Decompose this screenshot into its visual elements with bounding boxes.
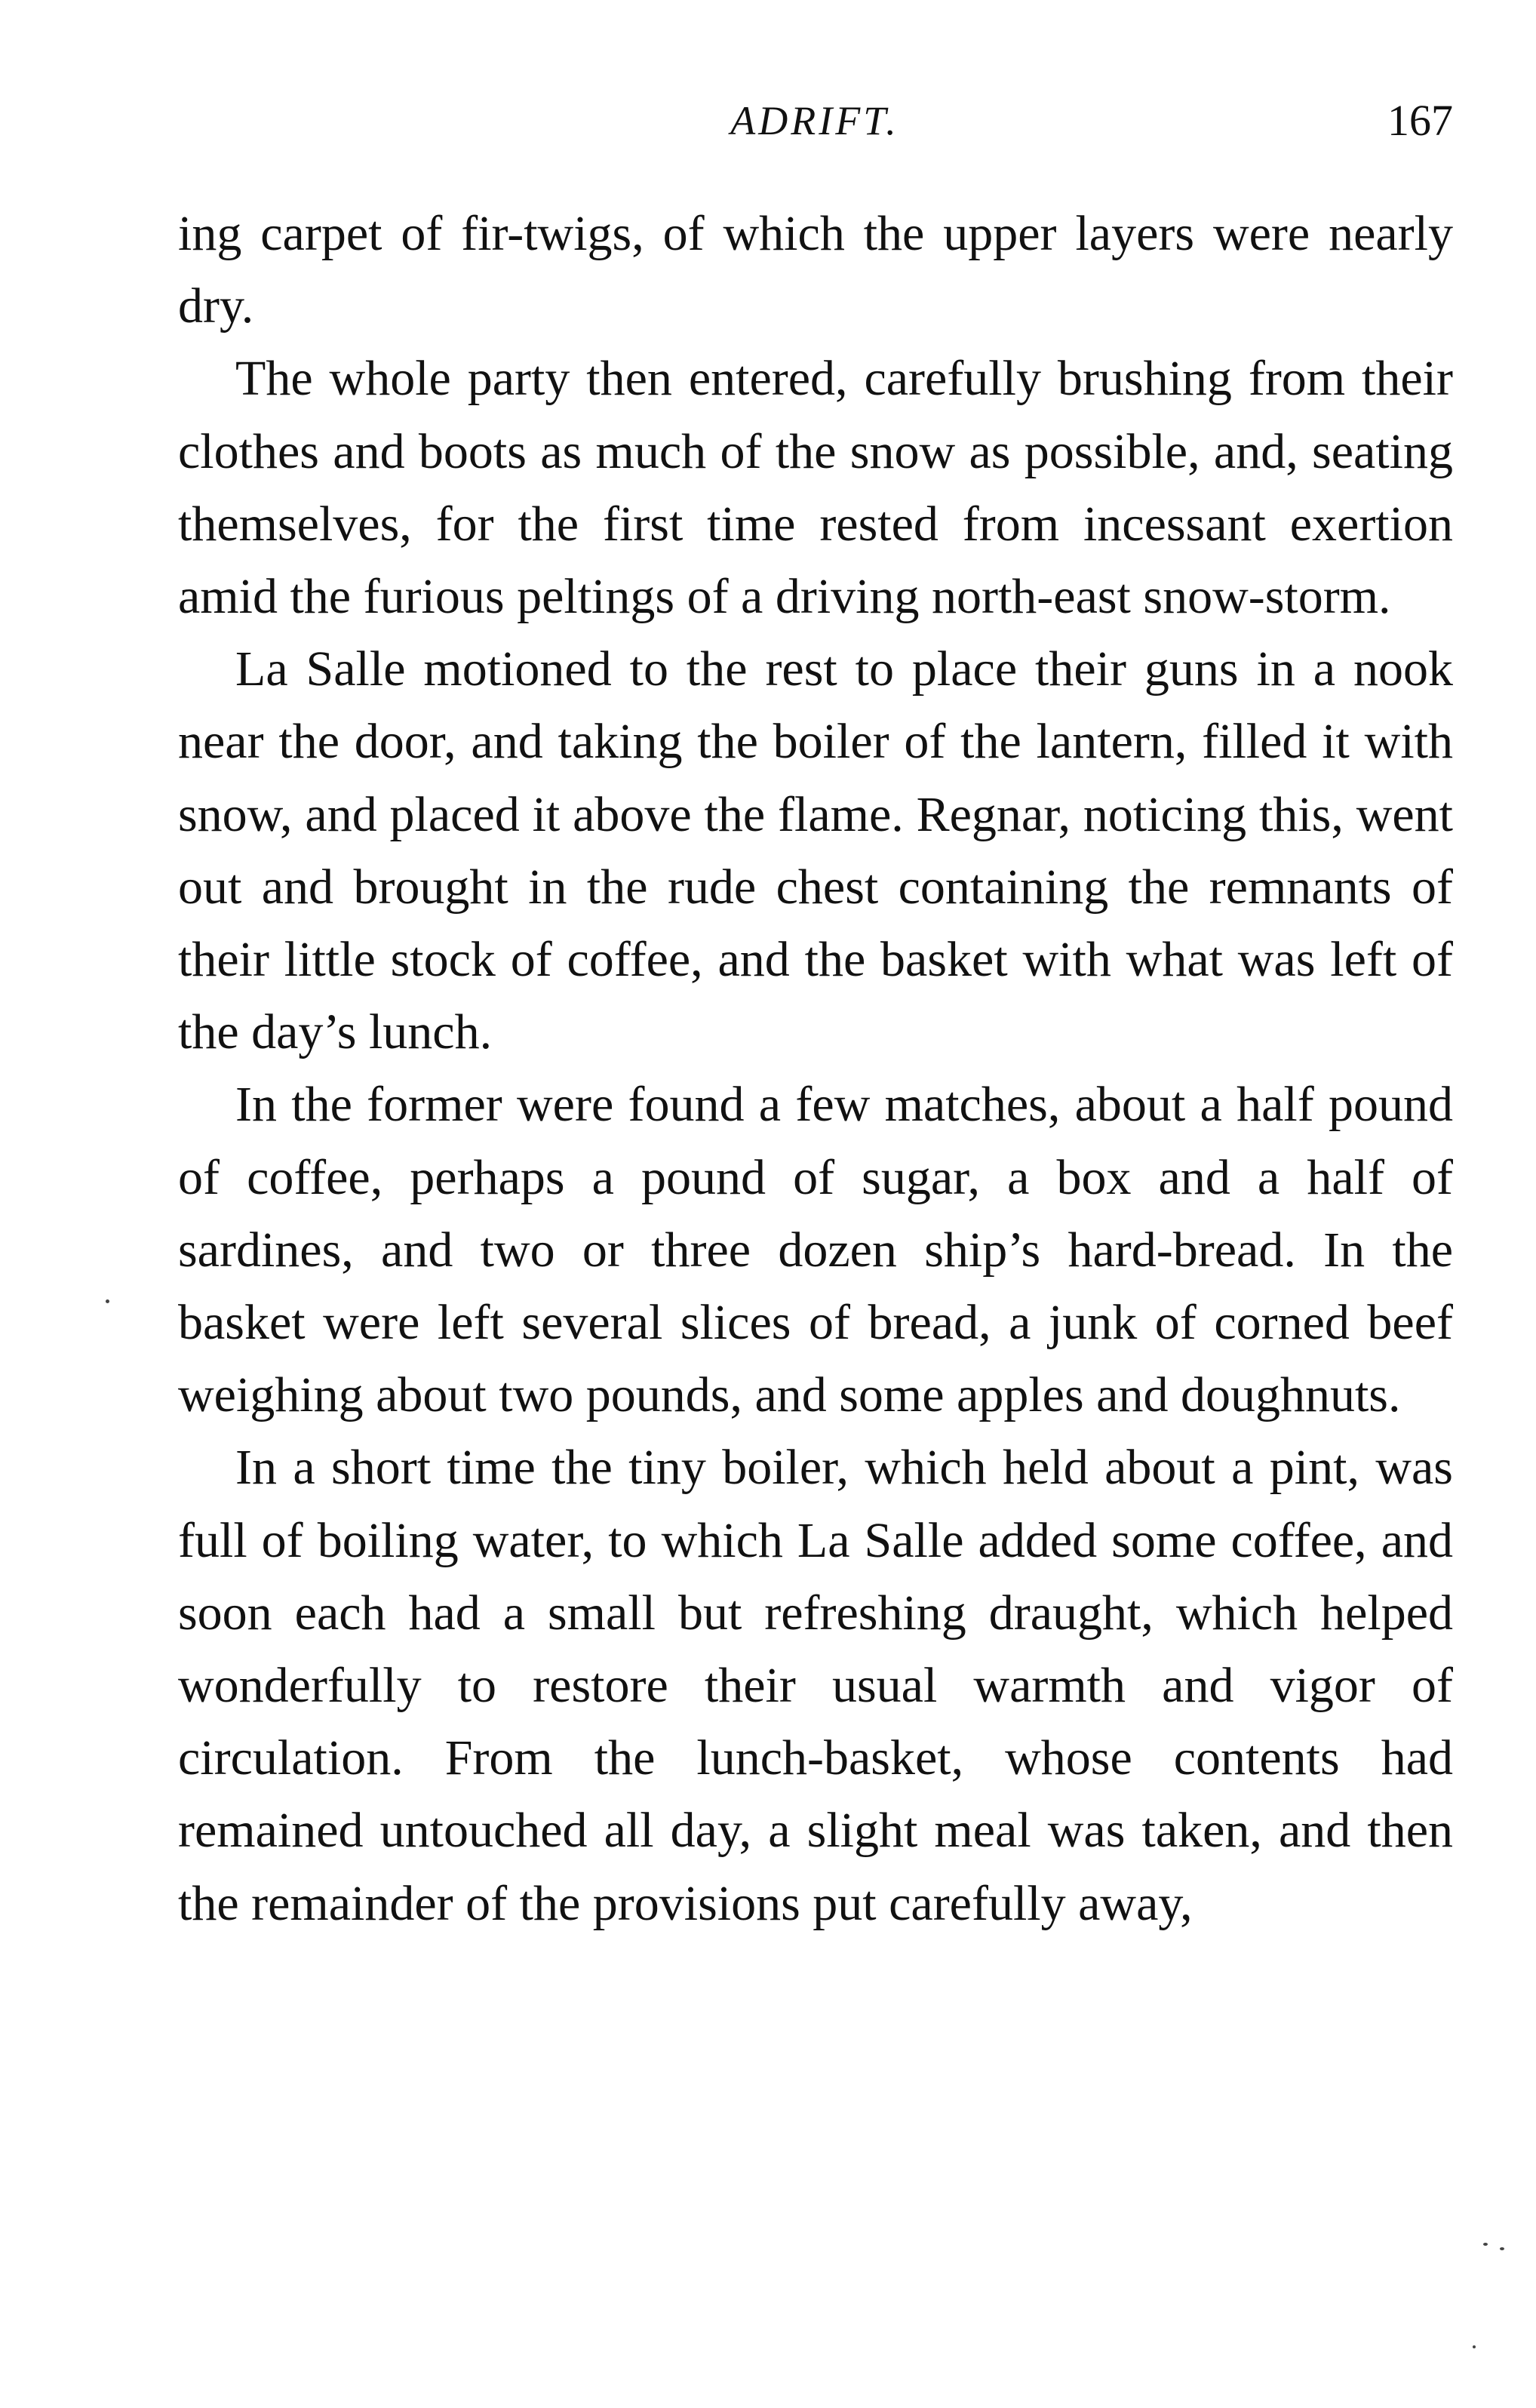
print-speck xyxy=(1473,2345,1476,2348)
paragraph: The whole party then entered, carefully brushing from their clothes and boots as much of the snow as possible, and, seating themselves, for the first time rested from incessant exertion amid the furious peltings of a driving north-east snow-storm. xyxy=(178,351,1453,625)
paragraph: La Salle motioned to the rest to place their guns in a nook near the door, and taking the boiler of the lantern, filled it with snow, and placed it above the flame. Regnar, noticing this, went out and brought in the rude chest containing the remnants of their little stock of coffee, and the basket with what was left of the day’s lunch. xyxy=(178,641,1453,1060)
print-speck xyxy=(1483,2243,1488,2246)
running-head: ADRIFT. xyxy=(730,98,899,143)
print-speck xyxy=(106,1299,109,1303)
paragraph-continuation: ing carpet of fir-twigs, of which the upper layers were nearly dry. xyxy=(178,206,1453,334)
page-header xyxy=(177,91,1453,151)
paragraph: In the former were found a few matches, about a half pound of coffee, perhaps a pound of sugar, a box and a half of sardines, and two or three dozen ship’s hard-bread. In the basket were left several slices of bread, a junk of corned beef weighing about two pounds, and some apples and doughnuts. xyxy=(178,1077,1453,1423)
paragraph: In a short time the tiny boiler, which held about a pint, was full of boiling water, to which La Salle added some coffee, and soon each had a small but refreshing draught, which helped wonderfully to restore their usual warmth and vigor of circulation. From the lunch-basket, whose contents had remained untouched all day, a slight meal was taken, and then the remainder of the provisions put carefully away, xyxy=(178,1440,1453,1931)
body-text xyxy=(178,198,1453,1940)
page-number: 167 xyxy=(1387,96,1453,145)
print-speck xyxy=(1500,2247,1504,2250)
